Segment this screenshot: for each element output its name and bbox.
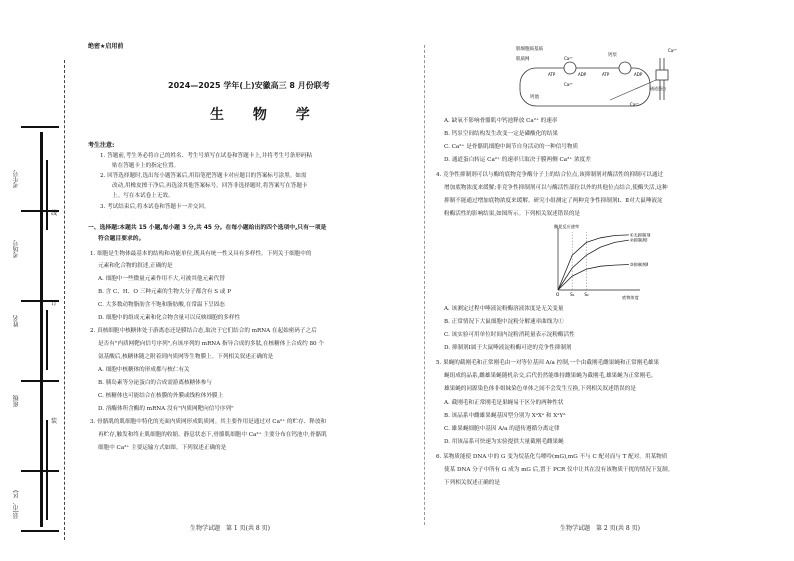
option-a: A. 细胞中核糖体的形成都与核仁有关 <box>98 367 190 373</box>
option-c: C. Ca²⁺ 是骨骼肌细胞中调节自身活动的一种信号物质 <box>444 144 579 150</box>
question-text: 下列相关叙述正确的是 <box>444 480 500 486</box>
fig-label: Ca²⁺ <box>630 102 639 107</box>
county-label: 县(市、区) <box>13 490 20 519</box>
question-text: 氨基酸后,核糖体随之附着到内质网等生物膜上。下列相关叙述正确的是 <box>98 354 274 360</box>
option-a: A. 截刚毛和正常刚毛是果蝇易于区分的两种性状 <box>444 400 564 406</box>
option-b: B. 含 C、H、O 三种元素的生物大分子都含有 S 或 P <box>98 289 231 295</box>
fig-label: Ca²⁺ <box>668 48 677 53</box>
room-label: 考场号 <box>13 240 20 258</box>
enzyme-rate-chart <box>548 222 658 302</box>
exam-title: 2024—2025 学年(上)安徽高三 8 月份联考 <box>168 81 330 90</box>
question-text: 是否有"内质网靶向信号序列",有该序列的 mRNA 指导合成的多肽,在核糖体上合成约 80 个 <box>98 341 324 347</box>
series-label: ①无抑制剂 <box>629 232 651 238</box>
option-d: D. 溶酶体所含酶的 mRNA 没有"内质网靶向信号序列" <box>98 406 234 412</box>
pump-1-icon <box>564 62 576 74</box>
calcium-transport-figure <box>510 40 680 115</box>
y-axis-title: 酶促反应速率 <box>554 224 580 229</box>
series-label: ③抑制剂Ⅱ <box>629 261 649 267</box>
binding-rule <box>21 126 59 128</box>
fig-label: ADP <box>578 72 587 77</box>
question-text: 细胞中 Ca²⁺ 主要运输方式如图。下列叙述正确的是 <box>98 445 227 451</box>
notice-line: 改动,用橡皮擦干净后,再选涂其他答案标号。回答非选择题时,将答案写在答题卡 <box>112 183 308 189</box>
fig-label: Ca²⁺ <box>564 56 573 61</box>
fig-label: ATP <box>602 72 610 77</box>
option-a: A. 该测定过程中唾液淀粉酶溶液浓度是无关变量 <box>444 306 564 312</box>
question-text: 使某 DNA 分子中所有 G 成为 mG 后,置于 PCR 仪中让其在没有该物质干扰的情况下复制。 <box>444 467 674 473</box>
fig-label: 肌质网 <box>516 57 530 62</box>
question-text: 粉酶活性的影响结果,如图所示。下列相关叙述错误的是 <box>444 211 581 217</box>
notice-line: 上。写在本试卷上无效。 <box>112 193 174 199</box>
name-label: 姓名 <box>13 315 20 327</box>
question-text: 抑制不能通过增加底物浓度来缓解。研究小组测定了两种竞争性抑制剂Ⅰ、Ⅱ对大鼠唾液淀 <box>444 198 663 204</box>
series-label: ②抑制剂Ⅰ <box>629 237 648 243</box>
fig-label: Ca²⁺ <box>564 82 573 87</box>
cut-mark-xian: 线 <box>51 210 58 217</box>
series-line <box>558 235 629 290</box>
chart-series <box>558 235 629 290</box>
secret-mark: 绝密★启用前 <box>88 43 124 50</box>
question-text: 再贮存,触发和终止肌细胞的收缩。静息状态下,骨骼肌细胞中 Ca²⁺ 主要分布在钙池中,骨骼肌 <box>98 432 327 438</box>
question-text: 元素和化合物的叙述,正确的是 <box>98 263 173 269</box>
binding-rule <box>21 530 59 532</box>
fig-label: ATP <box>548 72 556 77</box>
fig-label: 肌细胞质基质 <box>516 47 543 52</box>
fig-label: ADP <box>634 72 643 77</box>
channel-protein-icon <box>656 70 668 80</box>
binding-thin-bar <box>46 160 48 230</box>
question-text: 增加底物浓度来缓解;非竞争性抑制剂可以与酶活性部位以外的其他位点结合,使酶失活,这种 <box>444 185 668 191</box>
page-footer-right: 生物学试题 第 2 页(共 8 页) <box>560 525 640 532</box>
x-tick-label: S₂ <box>584 292 589 297</box>
fig-label: 钙泵 <box>608 53 617 58</box>
fig-label: 钙池 <box>530 95 539 100</box>
question-5: 5. 果蝇的截刚毛和正常刚毛由一对等位基因 A/a 控制,一个由截刚毛雌果蝇和正常刚毛雄果 <box>436 360 660 366</box>
page-divider <box>424 45 425 525</box>
binding-thick-bar <box>40 132 43 527</box>
option-b: B. 正常情况下大鼠细胞中淀粉分解速率曲线为① <box>444 319 564 325</box>
question-text: 蝇组成的品系,雌雄果蝇随机杂交,后代仍然能维持雌果蝇为截刚毛,雄果蝇为正常刚毛。 <box>444 373 657 379</box>
fig-label: 通道蛋白 <box>650 86 666 91</box>
notice-line: 贴在答题卡上的指定位置。 <box>112 163 180 169</box>
cut-mark-zhuang: 装 <box>51 418 58 425</box>
notice-line: 3. 考试结束后,将本试卷和答题卡一并交回。 <box>100 204 210 210</box>
question-4: 4. 竞争性抑制剂可以与酶的底物竞争酶分子上的结合位点,该抑制剂对酶活性的抑制可以通过 <box>436 172 664 178</box>
binding-thin-bar <box>46 420 48 520</box>
section-heading-cont: 符合题目要求的。 <box>98 236 145 242</box>
section-heading: 一、选择题:本题共 15 小题,每小题 3 分,共 45 分。在每小题给出的四个选项中,只有一项是 <box>88 225 327 231</box>
question-3: 3. 骨骼肌的肌细胞中特化的光面内质网形成肌质网。其主要作用是通过对 Ca²⁺ 的贮存、释放和 <box>90 419 327 425</box>
subject-title: 生 物 学 <box>210 107 322 123</box>
option-d: D. 用该品系可快速为实验提供大量截刚毛雌果蝇 <box>444 439 564 445</box>
cut-line <box>64 60 65 540</box>
option-d: D. 抑制剂Ⅰ属于大鼠唾液淀粉酶可逆的竞争性抑制剂 <box>444 345 572 351</box>
question-text: 雄果蝇的同源染色体非姐妹染色单体之间不会发生互换,下列相关叙述错误的是 <box>444 386 636 392</box>
option-b: B. 钙泵空间结构发生改变一定是磷酸化的结果 <box>444 131 558 137</box>
page-footer-left: 生物学试题 第 1 页(共 8 页) <box>190 525 270 532</box>
series-line <box>558 265 629 291</box>
question-1: 1. 细胞是生物体最基本的结构和功能单位,既具有统一性又具有多样性。下列关于细胞中的 <box>90 251 312 257</box>
notice-line: 1. 答题前,考生务必将自己的姓名、考生号填写在试卷和答题卡上,并将考生号条形码粘 <box>100 153 313 159</box>
chart-labels <box>554 223 650 301</box>
option-a: A. 细胞中一些微量元素作用不大,可被其他元素代替 <box>98 276 225 282</box>
option-a: A. 缺氧不影响骨骼肌中钙池释放 Ca²⁺ 的速率 <box>444 118 558 124</box>
option-c: C. 雄果蝇细胞中基因 A/a 的遗传遵循分离定律 <box>444 426 560 432</box>
examinee-label: 考生号 <box>13 170 20 188</box>
option-d: D. 通道蛋白转运 Ca²⁺ 的速率只取决于膜两侧 Ca²⁺ 浓度差 <box>444 157 591 163</box>
class-label: 班级 <box>13 395 20 407</box>
question-2: 2. 真核细胞中核糖体处于游离态还是膜结合态,取决于它们结合的 mRNA 在起始密码子之后 <box>90 328 317 334</box>
pump-2-icon <box>619 62 631 74</box>
option-c: C. 该实验可用单位时间内淀粉消耗量表示淀粉酶活性 <box>444 332 575 338</box>
option-c: C. 核糖体也可能结合在核膜的外膜或线粒体外膜上 <box>98 393 224 399</box>
binding-thin-bar <box>46 310 48 370</box>
x-tick-label: S₁ <box>570 292 575 297</box>
notice-line: 2. 回答选择题时,选出每小题答案后,用铅笔把答题卡对应题目的答案标号涂黑。如需 <box>100 173 307 179</box>
notice-heading: 考生注意: <box>88 142 115 149</box>
question-6: 6. 某物质能使 DNA 中的 G 变为烷基化鸟嘌呤(mG),mG 不与 C 配对而与 T 配对。用某物质 <box>436 454 668 460</box>
option-b: B. 该品系中雌雄果蝇基因型分别为 XᵃXᵃ 和 XᵃYᴬ <box>444 413 566 419</box>
x-tick-label: O <box>556 292 560 297</box>
x-axis-title: 底物浓度 <box>622 295 639 300</box>
option-b: B. 胰岛素等分泌蛋白的合成需游离核糖体参与 <box>98 380 212 386</box>
option-d: D. 细胞中的组成元素和化合物含量可以反映细胞的多样性 <box>98 315 241 321</box>
option-c: C. 大多数动物脂肪含不饱和脂肪酸,在常温下呈固态 <box>98 302 225 308</box>
cut-mark-ding: 订 <box>51 300 58 307</box>
